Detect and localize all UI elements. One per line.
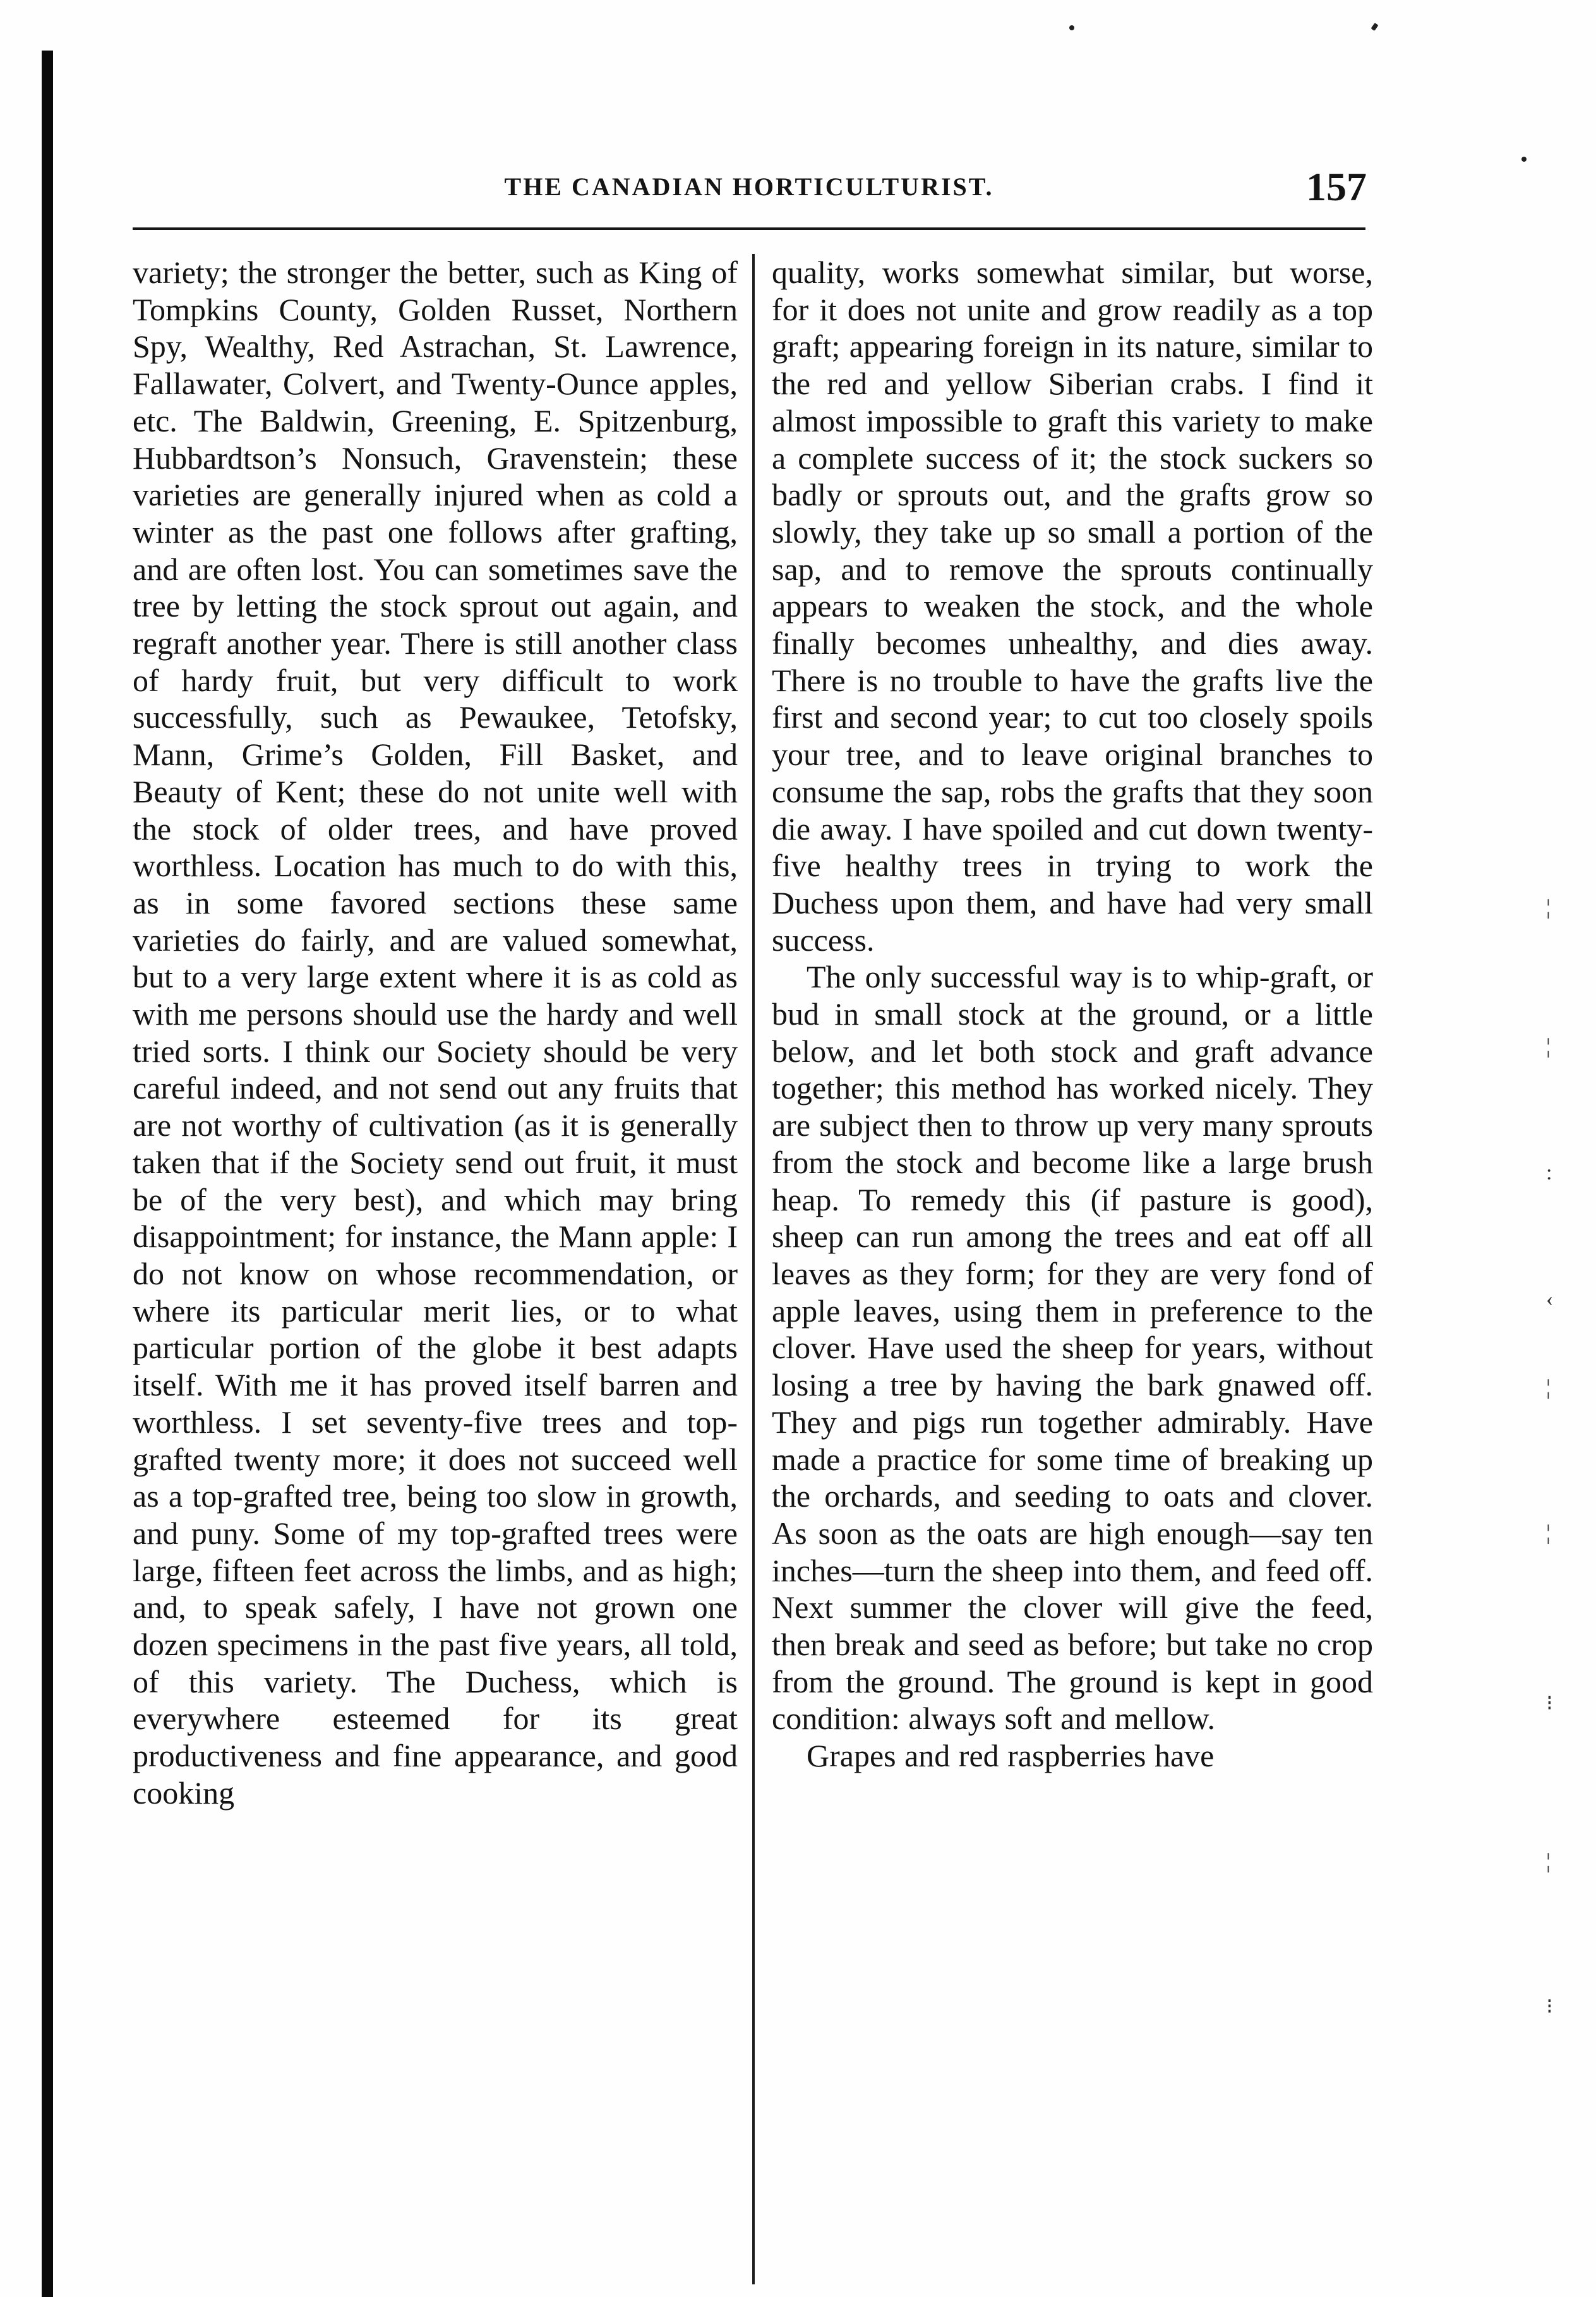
- right-column-paragraph: The only successful way is to whip-graft, or bud in small stock at the ground, or a little below, and let both stock and graft advance together; this method has worked nicely. They are subject then to throw up very many sprouts from the stock and become like a large brush heap. To remedy this (if pasture is good), sheep can run among the trees and eat off all leaves as they form; for they are very fond of apple leaves, using them in preference to the clover. Have used the sheep for years, without losing a tree by having the bark gnawed off. They and pigs run together admirably. Have made a practice for some time of breaking up the orchards, and seeding to oats and clover. As soon as the oats are high enough—say ten inches—turn the sheep into them, and feed off. Next summer the clover will give the feed, then break and seed as before; but take no crop from the ground. The ground is kept in good condition: always soft and mellow.: [772, 959, 1373, 1737]
- right-text-column: [772, 254, 1373, 1775]
- right-column-paragraph: quality, works somewhat similar, but worse, for it does not unite and grow readily as a top graft; appearing foreign in its nature, similar to the red and yellow Siberian crabs. I find it almost impossible to graft this variety to make a complete success of it; the stock suckers so badly or sprouts out, and the grafts grow so slowly, they take up so small a portion of the sap, and to remove the sprouts continually appears to weaken the stock, and the whole finally becomes unhealthy, and dies away. There is no trouble to have the grafts live the first and second year; to cut too closely spoils your tree, and to leave original branches to consume the sap, robs the grafts that they soon die away. I have spoiled and cut down twenty-five healthy trees in trying to work the Duchess upon them, and have had very small success.: [772, 255, 1373, 958]
- scan-speck: [1069, 25, 1074, 30]
- left-column-paragraph: variety; the stronger the better, such as King of Tompkins County, Golden Russet, Northern Spy, Wealthy, Red Astrachan, St. Lawrence, Fallawater, Colvert, and Twenty-Ounce apples, etc. The Baldwin, Greening, E. Spitzenburg, Hubbardtson’s Nonsuch, Gravenstein; these varieties are generally injured when as cold a winter as the past one follows after grafting, and are often lost. You can sometimes save the tree by letting the stock sprout out again, and regraft another year. There is still another class of hardy fruit, but very difficult to work successfully, such as Pewaukee, Tetofsky, Mann, Grime’s Golden, Fill Basket, and Beauty of Kent; these do not unite well with the stock of older trees, and have proved worthless. Location has much to do with this, as in some favored sections these same varieties do fairly, and are valued somewhat, but to a very large extent where it is as cold as with me persons should use the hardy and well tried sorts. I think our Society should be very careful indeed, and not send out any fruits that are not worthy of cultivation (as it is generally taken that if the Society send out fruit, it must be of the very best), and which may bring disappointment; for instance, the Mann apple: I do not know on whose recommendation, or where its particular merit lies, or to what particular portion of the globe it best adapts itself. With me it has proved itself barren and worthless. I set seventy-five trees and top-grafted twenty more; it does not succeed well as a top-grafted tree, being too slow in growth, and puny. Some of my top-grafted trees were large, fifteen feet across the limbs, and as high; and, to speak safely, I have not grown one dozen specimens in the past five years, all told, of this variety. The Duchess, which is everywhere esteemed for its great productiveness and fine appearance, and good cooking: [133, 255, 738, 1811]
- page-number: 157: [1306, 164, 1367, 209]
- header-rule: [133, 227, 1365, 230]
- margin-scan-marks: ¦ ¦ : ‹ ¦ ¦ ⁝ ¦ ⁝: [1546, 896, 1554, 2018]
- scan-speck: [1371, 23, 1378, 31]
- page-header: [131, 164, 1367, 227]
- left-text-column: [133, 254, 738, 1812]
- running-title: THE CANADIAN HORTICULTURIST.: [504, 172, 994, 201]
- right-column-paragraph: Grapes and red raspberries have: [807, 1738, 1215, 1774]
- scan-speck: [1521, 157, 1527, 162]
- binding-edge: [42, 51, 53, 2297]
- column-divider: [752, 254, 755, 2284]
